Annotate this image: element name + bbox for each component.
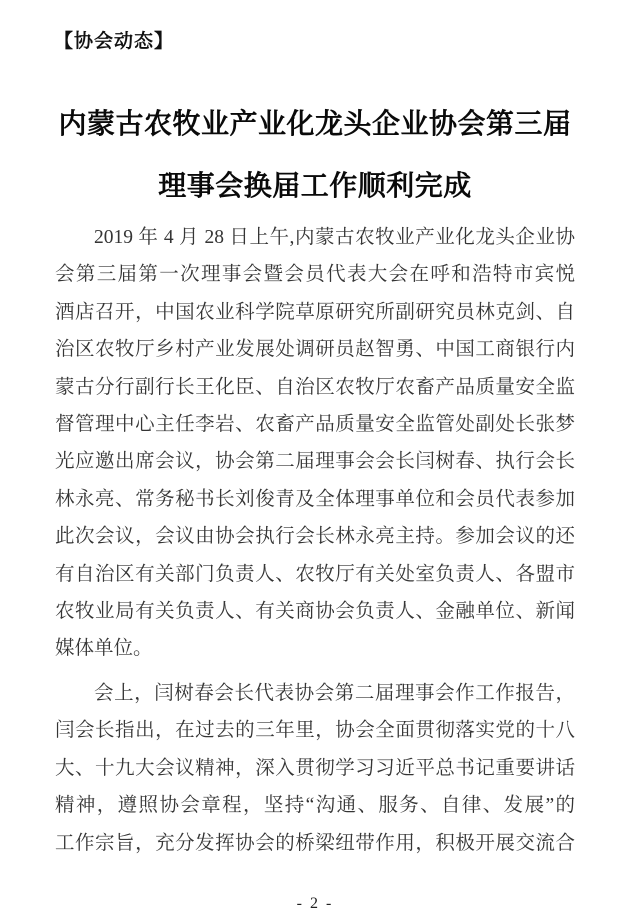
paragraph [55, 219, 575, 668]
article-body [55, 219, 575, 862]
body-line: 2019 年 4 月 28 日上午,内蒙古农牧业产业化龙头企业协 [94, 227, 575, 248]
body-line: 大、十九大会议精神，深入贯彻学习习近平总书记重要讲话 [55, 757, 575, 779]
body-line: 督管理中心主任李岩、农畜产品质量安全监管处副处长张梦 [55, 414, 575, 436]
body-line: 林永亮、常务秘书长刘俊青及全体理事单位和会员代表参加 [55, 488, 575, 510]
body-line: 有自治区有关部门负责人、农牧厅有关处室负责人、各盟市 [55, 563, 575, 585]
body-line: 闫会长指出，在过去的三年里，协会全面贯彻落实党的十八 [55, 720, 575, 742]
body-line: 会上，闫树春会长代表协会第二届理事会作工作报告， [94, 682, 575, 704]
article-title [0, 94, 630, 218]
body-line: 会第三届第一次理事会暨会员代表大会在呼和浩特市宾悦 [55, 264, 575, 286]
body-line: 农牧业局有关负责人、有关商协会负责人、金融单位、新闻 [55, 601, 575, 623]
body-line: 工作宗旨，充分发挥协会的桥梁纽带作用，积极开展交流合 [55, 832, 575, 854]
article-title-line-1: 内蒙古农牧业产业化龙头企业协会第三届 [58, 109, 572, 140]
section-label: 【协会动态】 [54, 31, 175, 52]
body-line: 蒙古分行副行长王化臣、自治区农牧厅农畜产品质量安全监 [55, 376, 575, 398]
body-line: 光应邀出席会议，协会第二届理事会会长闫树春、执行会长 [55, 451, 575, 473]
body-line: 酒店召开，中国农业科学院草原研究所副研究员林克剑、自 [55, 301, 575, 323]
body-line: 精神，遵照协会章程，坚持“沟通、服务、自律、发展”的 [55, 795, 575, 817]
body-line: 治区农牧厅乡村产业发展处调研员赵智勇、中国工商银行内 [55, 339, 575, 361]
article-title-line-2: 理事会换届工作顺利完成 [158, 171, 472, 202]
page-number: - 2 - [296, 895, 334, 912]
body-line: 此次会议，会议由协会执行会长林永亮主持。参加会议的还 [55, 526, 575, 548]
paragraph [55, 675, 575, 862]
body-line: 媒体单位。 [55, 638, 153, 660]
